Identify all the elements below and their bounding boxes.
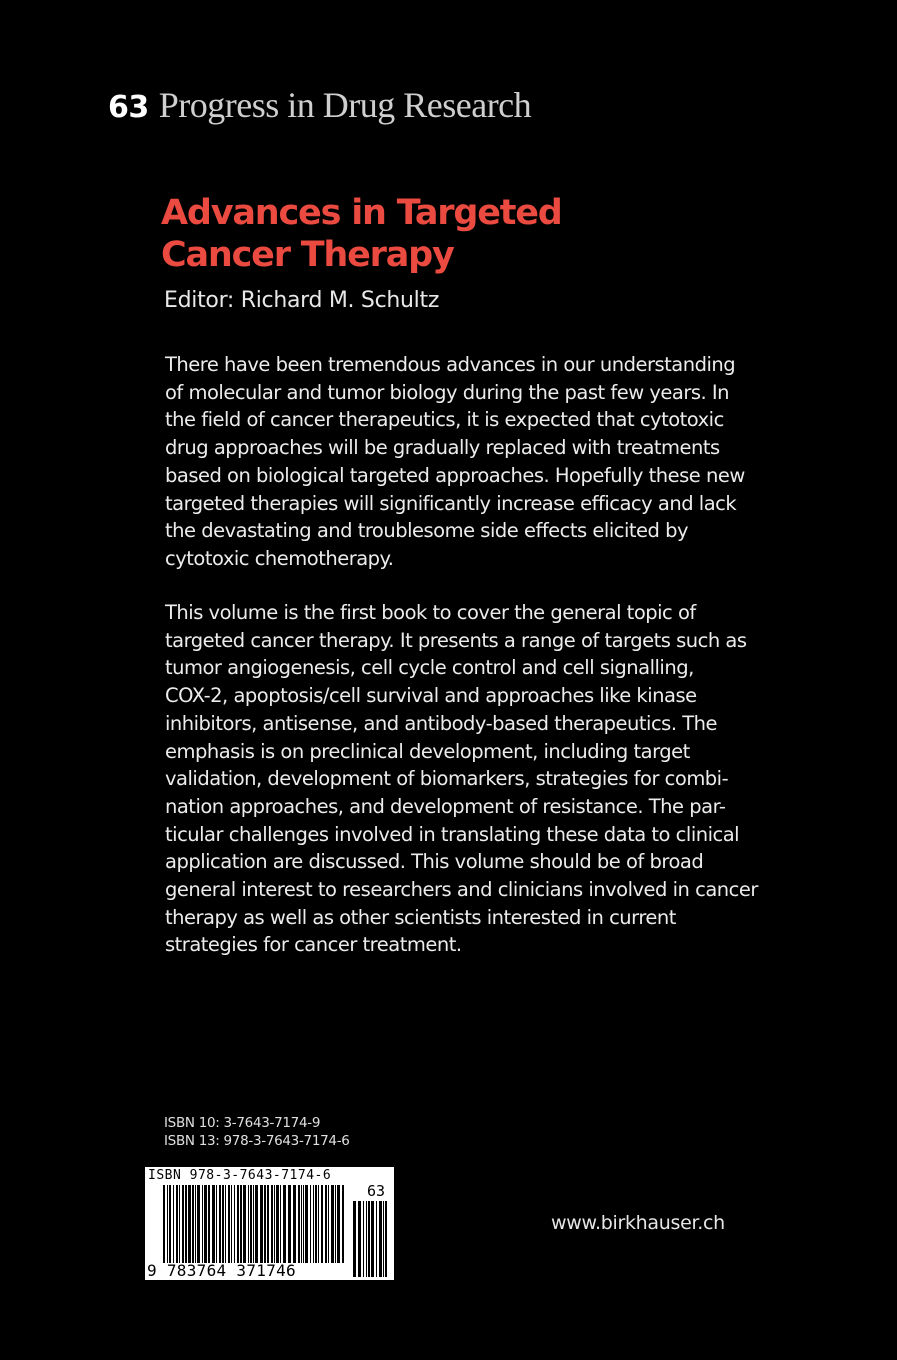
isbn-10: ISBN 10: 3-7643-7174-9 <box>164 1115 321 1131</box>
series-number: 63 <box>108 90 149 125</box>
barcode-bar <box>358 1201 361 1277</box>
barcode-bar <box>188 1185 191 1263</box>
barcode-bar <box>240 1185 242 1263</box>
barcode-bar <box>310 1185 311 1263</box>
book-title <box>161 192 562 276</box>
text-line: cytotoxic chemotherapy. <box>165 546 394 570</box>
text-line: inhibitors, antisense, and antibody-based therapeutics. The <box>165 711 717 735</box>
text-line: emphasis is on preclinical development, including target <box>165 739 690 763</box>
barcode-bar <box>331 1185 334 1263</box>
barcode-bar <box>342 1185 344 1263</box>
text-line: ticular challenges involved in translating these data to clinical <box>165 822 740 846</box>
barcode-bar <box>231 1185 232 1263</box>
barcode-bar <box>173 1185 174 1263</box>
series-heading <box>108 84 531 126</box>
barcode-bar <box>197 1185 200 1263</box>
text-line: therapy as well as other scientists interested in current <box>165 905 676 929</box>
barcode-bar <box>216 1185 217 1263</box>
text-line: based on biological targeted approaches. Hopefully these new <box>165 463 745 487</box>
description-paragraph-1 <box>165 351 765 573</box>
isbn-13: ISBN 13: 978-3-7643-7174-6 <box>164 1133 350 1149</box>
barcode-bar <box>315 1185 317 1263</box>
barcode-bar <box>303 1185 304 1263</box>
barcode-bar <box>208 1185 210 1263</box>
barcode-bar <box>228 1185 230 1263</box>
text-line: general interest to researchers and clinicians involved in cancer <box>165 878 758 902</box>
barcode-bar <box>253 1185 254 1263</box>
barcode-bar <box>255 1185 258 1263</box>
barcode-bar <box>371 1201 374 1277</box>
barcode-bar <box>376 1201 377 1277</box>
text-line: There have been tremendous advances in our understanding <box>165 353 736 376</box>
barcode-bar <box>313 1185 314 1263</box>
barcode <box>145 1167 394 1280</box>
barcode-bar <box>185 1185 187 1263</box>
barcode-top-text: ISBN 978-3-7643-7174-6 <box>148 1168 332 1183</box>
barcode-bar <box>283 1185 286 1263</box>
barcode-bar <box>276 1185 279 1263</box>
barcode-bar <box>379 1201 382 1277</box>
barcode-bar <box>212 1185 215 1263</box>
book-title-line-1: Advances in Targeted <box>161 193 562 233</box>
barcode-bar <box>237 1185 239 1263</box>
barcode-bar <box>301 1185 302 1263</box>
publisher-website: www.birkhauser.ch <box>551 1212 725 1234</box>
barcode-bar <box>385 1201 387 1277</box>
barcode-bar <box>335 1185 336 1263</box>
barcode-bar <box>267 1185 269 1263</box>
book-title-line-2: Cancer Therapy <box>161 235 454 275</box>
text-line: This volume is the first book to cover the general topic of <box>165 601 696 624</box>
barcode-bar <box>234 1185 235 1263</box>
barcode-bar <box>368 1201 370 1277</box>
text-line: targeted cancer therapy. It presents a range of targets such as <box>165 628 747 652</box>
barcode-bar <box>363 1201 364 1277</box>
barcode-bar <box>243 1185 246 1263</box>
barcode-bar <box>225 1185 226 1263</box>
barcode-bar <box>366 1201 367 1277</box>
barcode-bar <box>248 1185 249 1263</box>
barcode-bar <box>271 1185 273 1263</box>
isbn-block <box>164 1114 350 1150</box>
barcode-bar <box>337 1185 340 1263</box>
text-line: strategies for cancer treatment. <box>165 933 462 957</box>
barcode-main-digits: 9 783764 371746 <box>147 1261 296 1280</box>
text-line: drug approaches will be gradually replaced with treatments <box>165 436 720 460</box>
text-line: the devastating and troublesome side effects elicited by <box>165 519 689 543</box>
barcode-bar <box>383 1201 384 1277</box>
barcode-bar <box>280 1185 281 1263</box>
barcode-bar <box>328 1185 329 1263</box>
barcode-addon-digits: 63 <box>367 1182 386 1200</box>
barcode-bar <box>204 1185 207 1263</box>
barcode-bar <box>195 1185 196 1263</box>
barcode-bar <box>274 1185 275 1263</box>
barcode-bar <box>167 1185 168 1263</box>
barcode-bar <box>318 1185 319 1263</box>
barcode-bar <box>260 1185 263 1263</box>
barcode-bar <box>222 1185 224 1263</box>
text-line: targeted therapies will significantly increase efficacy and lack <box>165 491 737 515</box>
barcode-bar <box>288 1185 291 1263</box>
barcode-bar <box>202 1185 203 1263</box>
barcode-bar <box>321 1185 323 1263</box>
text-line: COX-2, apoptosis/cell survival and approaches like kinase <box>165 684 697 708</box>
barcode-bar <box>305 1185 308 1263</box>
barcode-bar <box>353 1201 356 1277</box>
barcode-bar <box>298 1185 300 1263</box>
text-line: tumor angiogenesis, cell cycle control and cell signalling, <box>165 656 694 680</box>
barcode-bar <box>293 1185 296 1263</box>
editor-credit: Editor: Richard M. Schultz <box>164 288 440 313</box>
barcode-bar <box>163 1185 165 1263</box>
barcode-bar <box>264 1185 266 1263</box>
text-line: application are discussed. This volume should be of broad <box>165 850 704 874</box>
barcode-bar <box>325 1185 327 1263</box>
text-line: of molecular and tumor biology during the past few years. In <box>165 380 730 404</box>
barcode-bar <box>176 1185 178 1263</box>
barcode-bar <box>250 1185 252 1263</box>
description-paragraph-2 <box>165 599 765 959</box>
text-line: validation, development of biomarkers, strategies for combi- <box>165 767 729 791</box>
barcode-bar <box>179 1185 180 1263</box>
barcode-bar <box>219 1185 221 1263</box>
series-name: Progress in Drug Research <box>158 85 532 125</box>
barcode-bar <box>169 1185 171 1263</box>
text-line: nation approaches, and development of resistance. The par- <box>165 794 726 818</box>
text-line: the field of cancer therapeutics, it is expected that cytotoxic <box>165 408 724 432</box>
barcode-bar <box>192 1185 194 1263</box>
barcode-bar <box>182 1185 184 1263</box>
